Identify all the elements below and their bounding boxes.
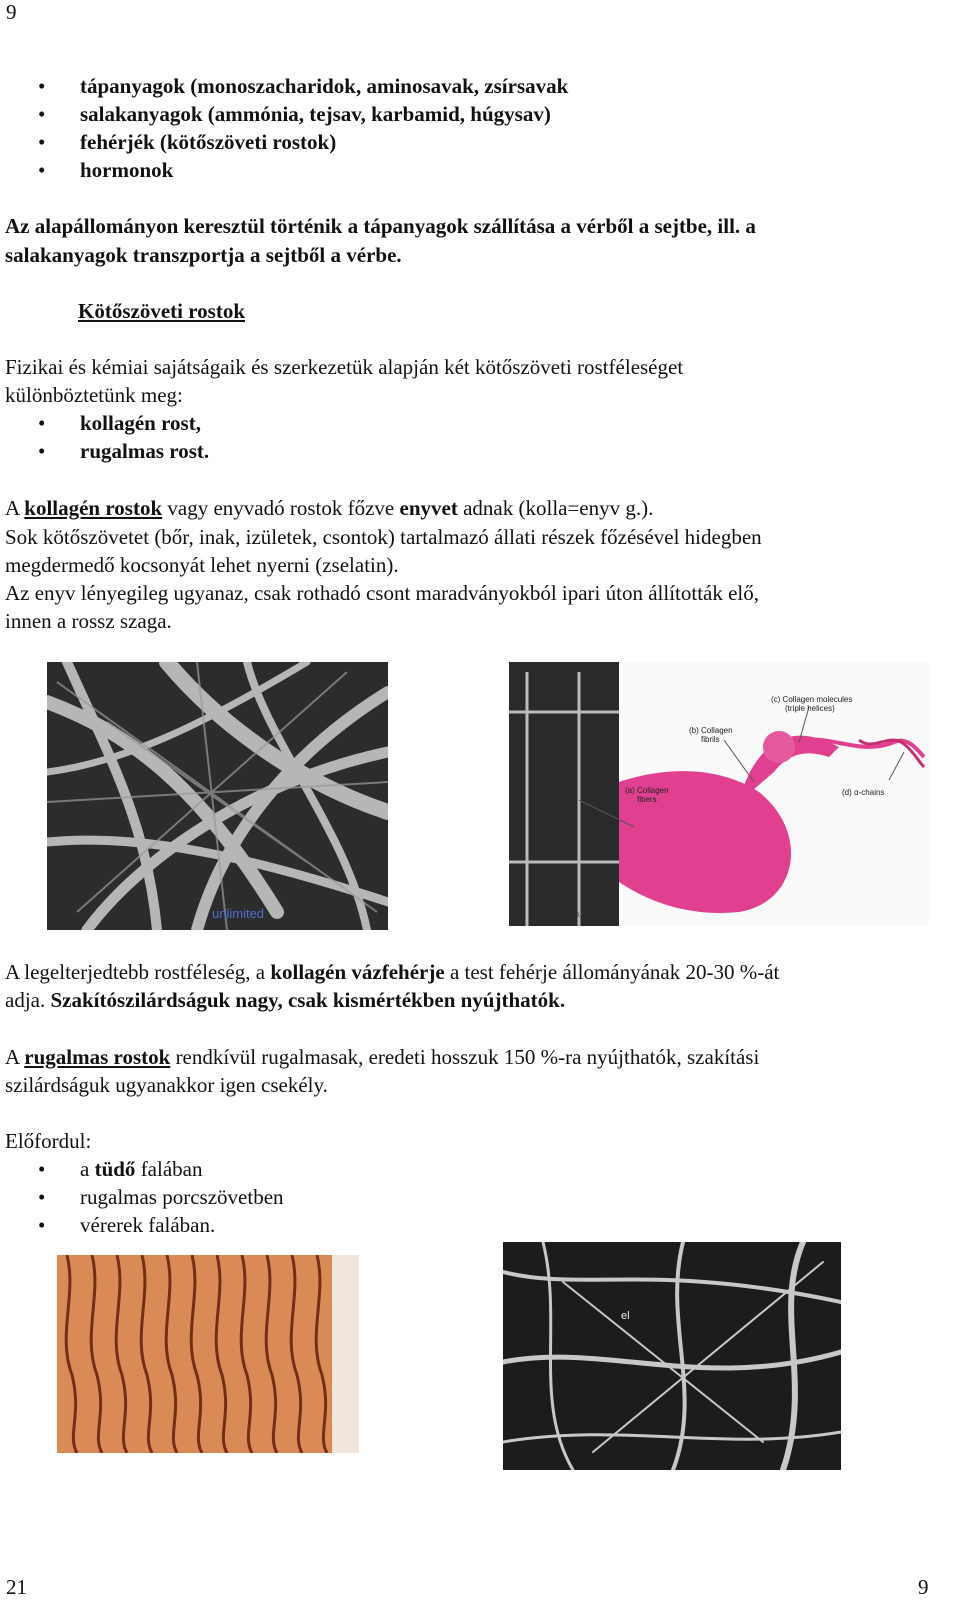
page-number-top: 9: [6, 0, 17, 24]
list-item: vérerek falában.: [80, 1213, 216, 1237]
label-alpha-chains: (d) α-chains: [842, 788, 885, 797]
list-item: tápanyagok (monoszacharidok, aminosavak, zsírsavak: [80, 74, 569, 98]
paragraph-line: salakanyagok transzportja a sejtből a vérbe.: [5, 243, 402, 267]
collagen-fibers-illustration: [47, 662, 388, 930]
paragraph-line: A kollagén rostok vagy enyvadó rostok főzve enyvet adnak (kolla=enyv g.).: [5, 496, 654, 520]
section-heading: Kötőszöveti rostok: [78, 299, 246, 323]
paragraph-line: Sok kötőszövetet (bőr, inak, izületek, csontok) tartalmazó állati részek főzésével hidegben: [5, 525, 762, 549]
bullet: •: [38, 130, 46, 154]
bullet: •: [38, 1185, 46, 1209]
paragraph-line: A rugalmas rostok rendkívül rugalmasak, eredeti hosszuk 150 %-ra nyújthatók, szakítási: [5, 1045, 760, 1069]
watermark: unlimited: [212, 906, 265, 921]
bullet: •: [38, 1213, 46, 1237]
list-item: rugalmas rost.: [80, 439, 210, 463]
figure-label-el: el: [621, 1310, 630, 1322]
list-item: rugalmas porcszövetben: [80, 1185, 284, 1209]
elastic-fiber-sem-image: [503, 1242, 841, 1470]
elastic-network-illustration: [503, 1242, 841, 1470]
bullet: •: [38, 1157, 46, 1181]
bullet: •: [38, 439, 46, 463]
collagen-structure-diagram: [509, 662, 929, 926]
bullet: •: [38, 411, 46, 435]
collagen-sem-image: [47, 662, 388, 930]
bullet: •: [38, 74, 46, 98]
list-item: salakanyagok (ammónia, tejsav, karbamid, húgysav): [80, 102, 551, 126]
scale-bar-label: 0.5 μm: [575, 912, 597, 919]
paragraph-line: különböztetünk meg:: [5, 383, 183, 407]
elastic-fibers-stain-illustration: [57, 1255, 359, 1453]
occurrence-title: Előfordul:: [5, 1129, 92, 1153]
page-number-right: 9: [918, 1575, 929, 1599]
paragraph-line: innen a rossz szaga.: [5, 609, 172, 633]
list-item: kollagén rost,: [80, 411, 201, 435]
elastic-tissue-stain-image: [57, 1255, 359, 1453]
paragraph-line: adja. Szakítószilárdságuk nagy, csak kismértékben nyújthatók.: [5, 988, 566, 1012]
paragraph-line: A legelterjedtebb rostféleség, a kollagén vázfehérje a test fehérje állományának 20-30 %-át: [5, 960, 780, 984]
paragraph-line: megdermedő kocsonyát lehet nyerni (zselatin).: [5, 553, 399, 577]
paragraph-line: szilárdságuk ugyanakkor igen csekély.: [5, 1073, 328, 1097]
paragraph-line: Fizikai és kémiai sajátságaik és szerkezetük alapján két kötőszöveti rostféleséget: [5, 355, 684, 379]
page-number-left: 21: [6, 1575, 27, 1599]
paragraph-line: Az enyv lényegileg ugyanaz, csak rothadó csont maradványokból ipari úton állították elő,: [5, 581, 760, 605]
label-collagen-molecules: (c) Collagen molecules (triple helices): [771, 695, 853, 713]
bullet: •: [38, 102, 46, 126]
paragraph-line: Az alapállományon keresztül történik a tápanyagok szállítása a vérből a sejtbe, ill. a: [5, 214, 756, 238]
list-item: a tüdő falában: [80, 1157, 203, 1181]
list-item: fehérjék (kötőszöveti rostok): [80, 130, 337, 154]
label-collagen-fibrils: (b) Collagen fibrils: [689, 726, 733, 744]
list-item: hormonok: [80, 158, 174, 182]
bullet: •: [38, 158, 46, 182]
label-collagen-fibers: (a) Collagen fibers: [625, 786, 669, 804]
